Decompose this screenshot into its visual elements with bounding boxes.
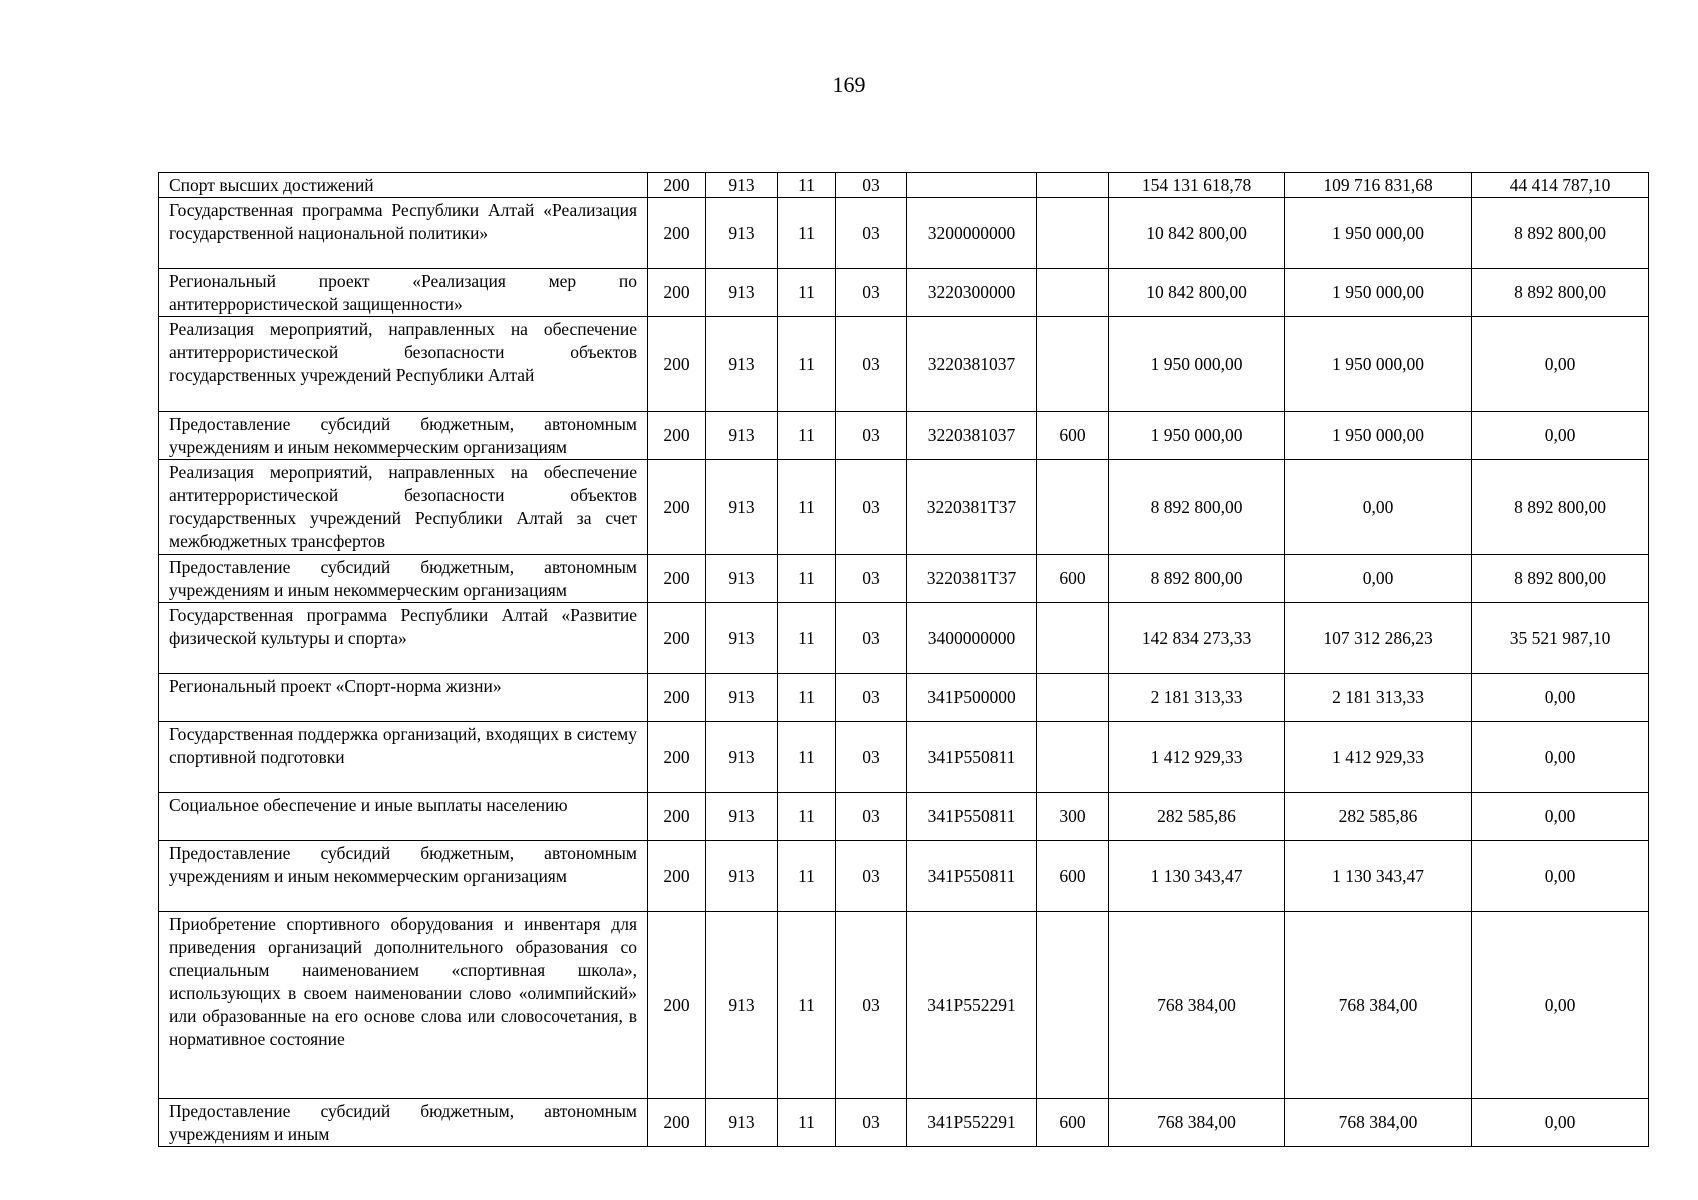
cell-subsection: 03 xyxy=(836,555,907,603)
cell-amount-2: 1 130 343,47 xyxy=(1285,841,1472,912)
cell-expense-type xyxy=(1037,722,1109,793)
cell-amount-2: 109 716 831,68 xyxy=(1285,173,1472,198)
cell-subsection: 03 xyxy=(836,317,907,412)
cell-section: 11 xyxy=(778,841,836,912)
cell-section: 11 xyxy=(778,198,836,269)
cell-amount-3: 0,00 xyxy=(1472,317,1649,412)
cell-admin-code: 200 xyxy=(648,555,706,603)
table-row xyxy=(159,603,1649,674)
cell-ministry-code: 913 xyxy=(706,198,778,269)
cell-amount-total: 1 130 343,47 xyxy=(1109,841,1285,912)
page-number: 169 xyxy=(832,72,866,97)
cell-amount-total: 1 950 000,00 xyxy=(1109,412,1285,460)
row-name: Реализация мероприятий, направленных на обеспечение антитеррористической безопасности объектов государственных учреждений Республики Алтай xyxy=(159,317,648,412)
cell-section: 11 xyxy=(778,912,836,1099)
cell-admin-code: 200 xyxy=(648,198,706,269)
cell-amount-3: 0,00 xyxy=(1472,841,1649,912)
row-name: Социальное обеспечение и иные выплаты населению xyxy=(159,793,648,841)
cell-amount-3: 44 414 787,10 xyxy=(1472,173,1649,198)
row-name: Региональный проект «Реализация мер по антитеррористической защищенности» xyxy=(159,269,648,317)
cell-amount-3: 0,00 xyxy=(1472,793,1649,841)
row-name: Реализация мероприятий, направленных на обеспечение антитеррористической безопасности объектов государственных учреждений Республики Алтай за счет межбюджетных трансфертов xyxy=(159,460,648,555)
cell-amount-total: 154 131 618,78 xyxy=(1109,173,1285,198)
cell-expense-type xyxy=(1037,198,1109,269)
cell-amount-2: 768 384,00 xyxy=(1285,1099,1472,1147)
cell-amount-2: 1 950 000,00 xyxy=(1285,198,1472,269)
cell-admin-code: 200 xyxy=(648,460,706,555)
table-row xyxy=(159,555,1649,603)
cell-expense-type xyxy=(1037,460,1109,555)
cell-ministry-code: 913 xyxy=(706,555,778,603)
row-name: Предоставление субсидий бюджетным, автономным учреждениям и иным некоммерческим организациям xyxy=(159,555,648,603)
cell-amount-2: 2 181 313,33 xyxy=(1285,674,1472,722)
cell-amount-total: 1 950 000,00 xyxy=(1109,317,1285,412)
row-name: Государственная поддержка организаций, входящих в систему спортивной подготовки xyxy=(159,722,648,793)
table-row xyxy=(159,674,1649,722)
cell-amount-total: 768 384,00 xyxy=(1109,912,1285,1099)
cell-amount-total: 8 892 800,00 xyxy=(1109,555,1285,603)
cell-amount-2: 282 585,86 xyxy=(1285,793,1472,841)
cell-expense-type xyxy=(1037,269,1109,317)
cell-subsection: 03 xyxy=(836,412,907,460)
cell-amount-2: 0,00 xyxy=(1285,460,1472,555)
cell-target-article: 3220381037 xyxy=(907,317,1037,412)
cell-ministry-code: 913 xyxy=(706,460,778,555)
cell-admin-code: 200 xyxy=(648,912,706,1099)
cell-ministry-code: 913 xyxy=(706,317,778,412)
cell-ministry-code: 913 xyxy=(706,603,778,674)
cell-target-article: 341Р552291 xyxy=(907,1099,1037,1147)
table-row xyxy=(159,1099,1649,1147)
table-row xyxy=(159,317,1649,412)
cell-subsection: 03 xyxy=(836,460,907,555)
cell-ministry-code: 913 xyxy=(706,722,778,793)
cell-section: 11 xyxy=(778,317,836,412)
cell-subsection: 03 xyxy=(836,841,907,912)
cell-admin-code: 200 xyxy=(648,412,706,460)
table-row xyxy=(159,460,1649,555)
row-name: Приобретение спортивного оборудования и инвентаря для приведения организаций дополнительного образования со специальным наименованием «спортивная школа», использующих в своем наименовании слово «олимпийский» или образованные на его основе слова или словосочетания, в нормативное состояние xyxy=(159,912,648,1099)
cell-subsection: 03 xyxy=(836,1099,907,1147)
cell-amount-total: 10 842 800,00 xyxy=(1109,198,1285,269)
table-row xyxy=(159,412,1649,460)
cell-amount-2: 1 950 000,00 xyxy=(1285,317,1472,412)
cell-target-article: 3220300000 xyxy=(907,269,1037,317)
cell-subsection: 03 xyxy=(836,603,907,674)
cell-amount-2: 1 412 929,33 xyxy=(1285,722,1472,793)
cell-amount-total: 1 412 929,33 xyxy=(1109,722,1285,793)
cell-section: 11 xyxy=(778,412,836,460)
cell-expense-type: 300 xyxy=(1037,793,1109,841)
cell-target-article: 341Р550811 xyxy=(907,841,1037,912)
budget-table-body xyxy=(159,173,1649,1147)
table-row xyxy=(159,173,1649,198)
cell-target-article: 341Р550811 xyxy=(907,722,1037,793)
cell-amount-3: 8 892 800,00 xyxy=(1472,460,1649,555)
cell-target-article: 341Р500000 xyxy=(907,674,1037,722)
cell-amount-2: 0,00 xyxy=(1285,555,1472,603)
cell-ministry-code: 913 xyxy=(706,793,778,841)
cell-amount-3: 0,00 xyxy=(1472,412,1649,460)
cell-subsection: 03 xyxy=(836,269,907,317)
cell-target-article: 341Р552291 xyxy=(907,912,1037,1099)
cell-amount-2: 1 950 000,00 xyxy=(1285,269,1472,317)
cell-amount-total: 10 842 800,00 xyxy=(1109,269,1285,317)
cell-target-article: 341Р550811 xyxy=(907,793,1037,841)
cell-ministry-code: 913 xyxy=(706,1099,778,1147)
table-row xyxy=(159,912,1649,1099)
table-row xyxy=(159,198,1649,269)
cell-admin-code: 200 xyxy=(648,317,706,412)
cell-ministry-code: 913 xyxy=(706,912,778,1099)
cell-amount-3: 8 892 800,00 xyxy=(1472,555,1649,603)
cell-section: 11 xyxy=(778,603,836,674)
row-name: Государственная программа Республики Алтай «Развитие физической культуры и спорта» xyxy=(159,603,648,674)
cell-ministry-code: 913 xyxy=(706,674,778,722)
row-name: Государственная программа Республики Алтай «Реализация государственной национальной политики» xyxy=(159,198,648,269)
cell-amount-total: 2 181 313,33 xyxy=(1109,674,1285,722)
cell-expense-type: 600 xyxy=(1037,412,1109,460)
cell-target-article xyxy=(907,173,1037,198)
cell-ministry-code: 913 xyxy=(706,841,778,912)
cell-admin-code: 200 xyxy=(648,1099,706,1147)
row-name: Региональный проект «Спорт-норма жизни» xyxy=(159,674,648,722)
table-row xyxy=(159,269,1649,317)
cell-target-article: 3220381037 xyxy=(907,412,1037,460)
cell-section: 11 xyxy=(778,460,836,555)
cell-target-article: 3400000000 xyxy=(907,603,1037,674)
cell-amount-3: 0,00 xyxy=(1472,912,1649,1099)
cell-admin-code: 200 xyxy=(648,603,706,674)
cell-amount-3: 0,00 xyxy=(1472,1099,1649,1147)
cell-admin-code: 200 xyxy=(648,841,706,912)
cell-section: 11 xyxy=(778,722,836,793)
cell-section: 11 xyxy=(778,555,836,603)
cell-target-article: 3200000000 xyxy=(907,198,1037,269)
cell-expense-type xyxy=(1037,317,1109,412)
cell-section: 11 xyxy=(778,674,836,722)
cell-amount-total: 768 384,00 xyxy=(1109,1099,1285,1147)
cell-amount-2: 1 950 000,00 xyxy=(1285,412,1472,460)
cell-section: 11 xyxy=(778,1099,836,1147)
row-name: Предоставление субсидий бюджетным, автономным учреждениям и иным некоммерческим организациям xyxy=(159,412,648,460)
cell-expense-type: 600 xyxy=(1037,555,1109,603)
row-name: Предоставление субсидий бюджетным, автономным учреждениям и иным некоммерческим организациям xyxy=(159,841,648,912)
cell-amount-total: 142 834 273,33 xyxy=(1109,603,1285,674)
cell-amount-3: 8 892 800,00 xyxy=(1472,198,1649,269)
cell-expense-type xyxy=(1037,912,1109,1099)
table-row xyxy=(159,722,1649,793)
cell-amount-3: 35 521 987,10 xyxy=(1472,603,1649,674)
cell-admin-code: 200 xyxy=(648,269,706,317)
cell-subsection: 03 xyxy=(836,674,907,722)
cell-section: 11 xyxy=(778,793,836,841)
cell-amount-total: 8 892 800,00 xyxy=(1109,460,1285,555)
cell-admin-code: 200 xyxy=(648,674,706,722)
cell-ministry-code: 913 xyxy=(706,269,778,317)
cell-expense-type xyxy=(1037,173,1109,198)
table-row xyxy=(159,841,1649,912)
cell-amount-total: 282 585,86 xyxy=(1109,793,1285,841)
cell-subsection: 03 xyxy=(836,793,907,841)
cell-amount-2: 768 384,00 xyxy=(1285,912,1472,1099)
cell-subsection: 03 xyxy=(836,912,907,1099)
cell-subsection: 03 xyxy=(836,198,907,269)
cell-admin-code: 200 xyxy=(648,793,706,841)
cell-subsection: 03 xyxy=(836,173,907,198)
cell-target-article: 3220381Т37 xyxy=(907,460,1037,555)
cell-admin-code: 200 xyxy=(648,173,706,198)
cell-ministry-code: 913 xyxy=(706,412,778,460)
row-name: Спорт высших достижений xyxy=(159,173,648,198)
cell-admin-code: 200 xyxy=(648,722,706,793)
cell-amount-3: 0,00 xyxy=(1472,674,1649,722)
cell-amount-3: 8 892 800,00 xyxy=(1472,269,1649,317)
cell-target-article: 3220381Т37 xyxy=(907,555,1037,603)
cell-expense-type xyxy=(1037,603,1109,674)
cell-section: 11 xyxy=(778,269,836,317)
cell-expense-type xyxy=(1037,674,1109,722)
cell-subsection: 03 xyxy=(836,722,907,793)
budget-table xyxy=(158,172,1649,1147)
cell-amount-2: 107 312 286,23 xyxy=(1285,603,1472,674)
table-row xyxy=(159,793,1649,841)
cell-expense-type: 600 xyxy=(1037,841,1109,912)
cell-ministry-code: 913 xyxy=(706,173,778,198)
cell-expense-type: 600 xyxy=(1037,1099,1109,1147)
row-name: Предоставление субсидий бюджетным, автономным учреждениям и иным xyxy=(159,1099,648,1147)
cell-section: 11 xyxy=(778,173,836,198)
cell-amount-3: 0,00 xyxy=(1472,722,1649,793)
